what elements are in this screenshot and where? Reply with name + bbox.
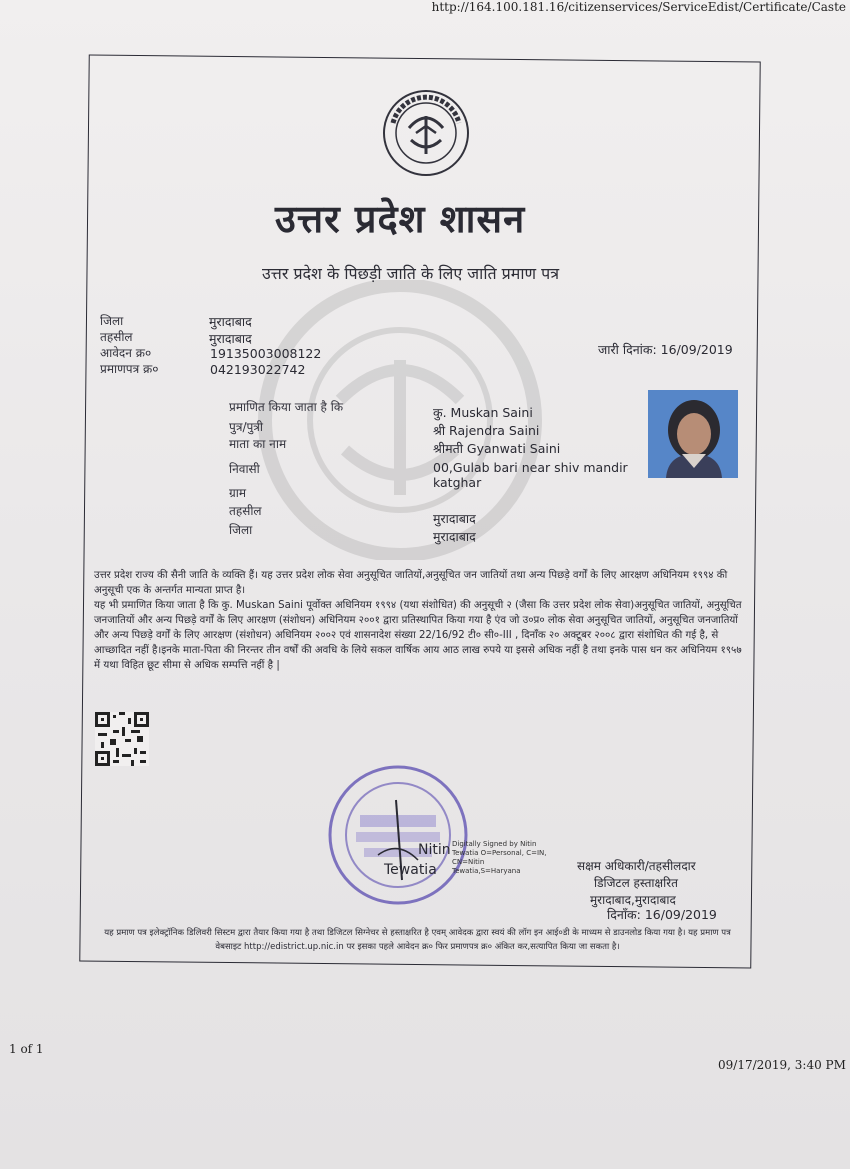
digital-signed-label: डिजिटल हस्ताक्षरित — [594, 876, 678, 890]
detail-district-label: जिला — [229, 523, 253, 537]
address-line-1: 00,Gulab bari near shiv mandir — [433, 460, 628, 475]
certificate-number: 042193022742 — [210, 362, 306, 377]
page-title: उत्तर प्रदेश शासन — [275, 196, 526, 241]
child-label: पुत्र/पुत्री — [229, 420, 264, 434]
applicant-name: कु. Muskan Saini — [433, 405, 533, 420]
detail-tehsil-value: मुरादाबाद — [433, 511, 476, 526]
district-value: मुरादाबाद — [209, 314, 252, 329]
officer-title: सक्षम अधिकारी/तहसीलदार — [577, 859, 696, 873]
tehsil-value: मुरादाबाद — [209, 331, 252, 346]
certificate-number-label: प्रमाणपत्र क्र० — [100, 362, 159, 376]
detail-tehsil-label: तहसील — [229, 504, 262, 518]
village-label: ग्राम — [229, 486, 247, 500]
signer-name-line-1: Nitin — [418, 842, 451, 858]
father-name: श्री Rajendra Saini — [433, 423, 540, 438]
resident-label: निवासी — [229, 462, 260, 476]
detail-district-value: मुरादाबाद — [433, 529, 476, 544]
print-timestamp: 09/17/2019, 3:40 PM — [718, 1058, 846, 1072]
application-number: 19135003008122 — [210, 346, 322, 361]
signing-location: मुरादाबाद,मुरादाबाद — [590, 893, 676, 907]
tehsil-label: तहसील — [100, 330, 133, 344]
official-stamp — [318, 760, 478, 914]
qr-code — [95, 712, 149, 766]
certificate-subtitle: उत्तर प्रदेश के पिछड़ी जाति के लिए जाति प्रमाण पत्र — [262, 264, 560, 283]
print-header-url: http://164.100.181.16/citizenservices/ServiceEdist/Certificate/Caste — [431, 0, 846, 14]
up-emblem-logo — [381, 88, 471, 182]
signing-date: दिनाँक: 16/09/2019 — [607, 907, 717, 922]
mother-label: माता का नाम — [229, 437, 287, 451]
district-label: जिला — [100, 314, 124, 328]
certificate-footer-note: यह प्रमाण पत्र इलेक्ट्रॉनिक डिलिवरी सिस्टम द्वारा तैयार किया गया है तथा डिजिटल सिग्नेचर से हस्ताक्षरित है एवम् आवेदक द्वारा स्वयं की लॉग इन आई०डी के माध्यम से डाउनलोड किया गया है। यह प्रमाण पत्र वेबसाइट http://edistrict.up.nic.in पर इसका पहले आवेदन क्र० फिर प्रमाणपत्र क्र० अंकित कर,सत्यापित किया जा सकता है। — [104, 928, 731, 952]
address-line-2: katghar — [433, 475, 482, 490]
eligibility-paragraph: यह भी प्रमाणित किया जाता है कि कु. Muskan Saini पूर्वोक्त अधिनियम १९९४ (यथा संशोधित) की अनुसूची २ (जैसा कि उत्तर प्रदेश लोक सेवा)अनुसूचित जातियों, अनुसूचित जनजातियों और अन्य पिछड़े वर्गों के लिए आरक्षण (संशोधन) अधिनियम २००१ द्वारा प्रतिस्थापित किया गया है एंव जो उ०प्र० लोक सेवा अनुसूचित जातियों, अनुसूचित जनजातियों और अन्य पिछड़े वर्गों के लिए आरक्षण (संशोधन) अधिनियम २००२ एवं शासनादेश संख्या 22/16/92 टी० सी०-III , दिनाँक २० अक्टूबर २००८ द्वारा संशोधित की गई है, से आच्छादित नहीं है।इनके माता-पिता की निरन्तर तीन वर्षों की अवधि के लिये सकल वार्षिक आय आठ लाख रुपये या इससे अधिक नहीं है तथा इनके पास धन कर अधिनियम १९५७ में यथा विहित छूट सीमा से अधिक सम्पत्ति नहीं है | — [94, 600, 742, 671]
caste-paragraph: उत्तर प्रदेश राज्य की सैनी जाति के व्यक्ति हैं। यह उत्तर प्रदेश लोक सेवा अनुसूचित जातियों,अनुसूचित जन जातियों तथा अन्य पिछड़े वर्गों के लिए आरक्षण अधिनियम १९९४ की अनुसूची एक के अन्तर्गत मान्यता प्राप्त है। — [94, 570, 728, 596]
signer-name-line-2: Tewatia — [384, 862, 437, 878]
application-number-label: आवेदन क्र० — [100, 346, 152, 360]
applicant-photo — [648, 390, 738, 478]
mother-name: श्रीमती Gyanwati Saini — [433, 441, 561, 456]
digital-signature-info: Digitally Signed by Nitin Tewatia O=Personal, C=IN, CN=Nitin Tewatia,S=Haryana — [452, 840, 547, 875]
page-count: 1 of 1 — [9, 1042, 44, 1056]
certified-label: प्रमाणित किया जाता है कि — [229, 400, 344, 414]
issue-date: जारी दिनांक: 16/09/2019 — [598, 342, 733, 357]
